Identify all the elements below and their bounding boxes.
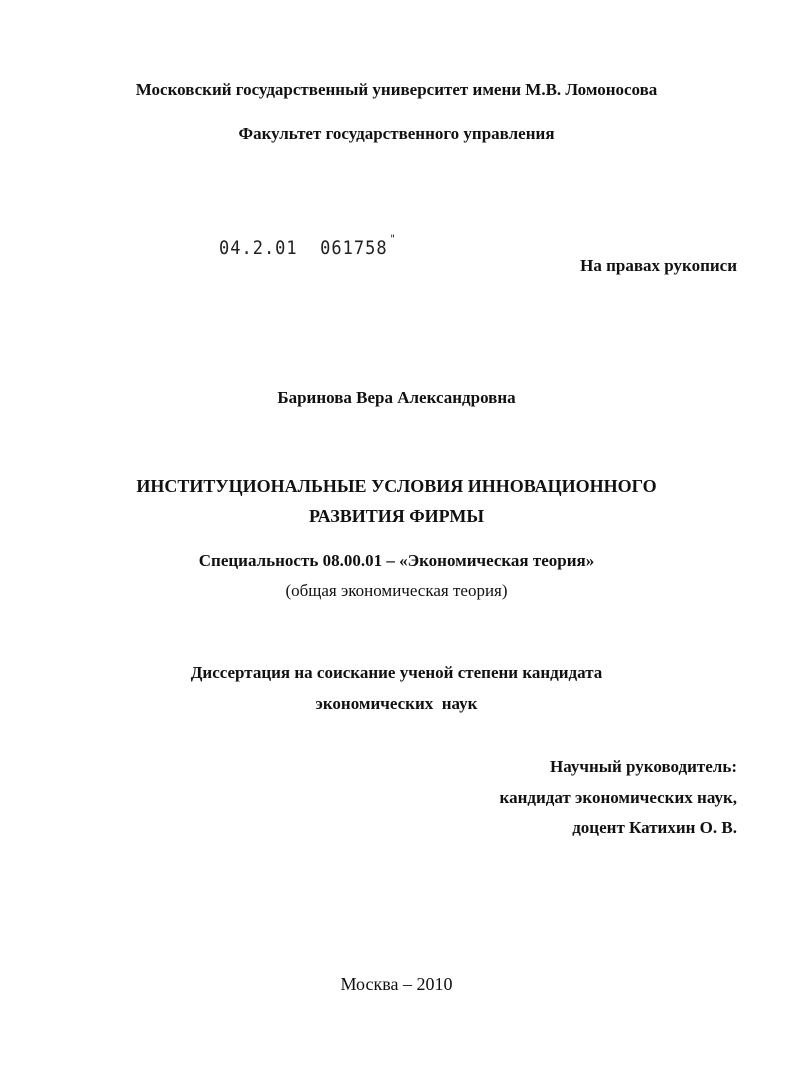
supervisor-label: Научный руководитель: [550,757,737,776]
registration-mark: " [389,233,397,246]
specialty-subtitle: (общая экономическая теория) [285,581,508,600]
degree-line2: экономических наук [315,694,478,713]
university-name: Московский государственный университет имени М.В. Ломоносова [135,80,658,99]
registration-number-part1: 04.2.01 [219,238,298,260]
dissertation-title-line1: ИНСТИТУЦИОНАЛЬНЫЕ УСЛОВИЯ ИННОВАЦИОННОГО [136,476,657,496]
rights-note: На правах рукописи [580,256,737,275]
supervisor-name: доцент Катихин О. В. [572,818,737,837]
registration-number-part2: 061758 [320,238,388,260]
degree-line1: Диссертация на соискание ученой степени кандидата [190,663,603,682]
dissertation-title-line2: РАЗВИТИЯ ФИРМЫ [308,506,485,526]
supervisor-degree: кандидат экономических наук, [499,788,737,807]
registration-stamp [219,233,397,260]
faculty-name: Факультет государственного управления [238,124,555,143]
specialty-line: Специальность 08.00.01 – «Экономическая теория» [198,551,595,570]
place-year: Москва – 2010 [340,974,453,994]
author-name: Баринова Вера Александровна [277,388,516,407]
